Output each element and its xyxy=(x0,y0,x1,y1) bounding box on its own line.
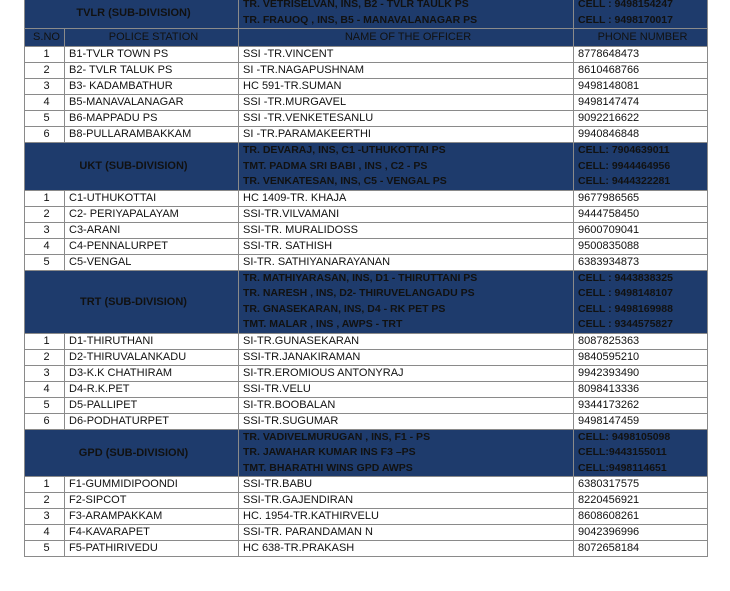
table-row xyxy=(25,238,708,254)
inspector-cell: CELL : 9443838325 xyxy=(578,271,673,284)
phone-number: 6380317575 xyxy=(574,477,708,493)
subdivision-officers xyxy=(239,429,574,477)
phone-number: 8610468766 xyxy=(574,63,708,79)
inspector-cell: CELL:9443155011 xyxy=(578,446,667,458)
phone-number: 9498148081 xyxy=(574,79,708,95)
station-header: POLICE STATION xyxy=(65,29,239,47)
table-row xyxy=(25,525,708,541)
table-row xyxy=(25,413,708,429)
officer-name: SI-TR. SATHIYANARAYANAN xyxy=(239,254,574,270)
inspector-line: TR. DEVARAJ, INS, C1 -UTHUKOTTAI PS xyxy=(243,144,446,156)
serial-number: 2 xyxy=(25,63,65,79)
subdivision-cells xyxy=(574,143,708,191)
phone-number: 8778648473 xyxy=(574,47,708,63)
police-station: F2-SIPCOT xyxy=(65,493,239,509)
table-row xyxy=(25,127,708,143)
police-station: D3-K.K CHATHIRAM xyxy=(65,365,239,381)
serial-number: 4 xyxy=(25,525,65,541)
table-row xyxy=(25,397,708,413)
inspector-cell: CELL:9498114651 xyxy=(578,461,667,474)
inspector-cell: CELL: 9498105098 xyxy=(578,430,671,443)
subdivision-header-row xyxy=(25,270,708,333)
police-station: D1-THIRUTHANI xyxy=(65,333,239,349)
officer-name: SSI-TR. PARANDAMAN N xyxy=(239,525,574,541)
police-station: B8-PULLARAMBAKKAM xyxy=(65,127,239,143)
police-station: C3-ARANI xyxy=(65,222,239,238)
table-row xyxy=(25,477,708,493)
officer-name: SI -TR.NAGAPUSHNAM xyxy=(239,63,574,79)
phone-number: 9942393490 xyxy=(574,365,708,381)
phone-number: 9940846848 xyxy=(574,127,708,143)
officer-name: HC. 1954-TR.KATHIRVELU xyxy=(239,509,574,525)
serial-number: 4 xyxy=(25,238,65,254)
table-row xyxy=(25,493,708,509)
inspector-line: TR. NARESH , INS, D2- THIRUVELANGADU PS xyxy=(243,287,475,299)
serial-number: 5 xyxy=(25,541,65,557)
officer-name: SSI-TR.BABU xyxy=(239,477,574,493)
inspector-line: TR. MATHIYARASAN, INS, D1 - THIRUTTANI PS xyxy=(243,271,478,284)
officer-name: SSI-TR.GAJENDIRAN xyxy=(239,493,574,509)
police-station: C2- PERIYAPALAYAM xyxy=(65,206,239,222)
serial-number: 1 xyxy=(25,477,65,493)
table-row xyxy=(25,95,708,111)
serial-number: 4 xyxy=(25,95,65,111)
police-station: B2- TVLR TALUK PS xyxy=(65,63,239,79)
officer-name: SSI -TR.VINCENT xyxy=(239,47,574,63)
table-row xyxy=(25,190,708,206)
officer-name: SSI-TR.VELU xyxy=(239,381,574,397)
phone-number: 8087825363 xyxy=(574,333,708,349)
table-row xyxy=(25,111,708,127)
police-station: B1-TVLR TOWN PS xyxy=(65,47,239,63)
table-row xyxy=(25,254,708,270)
subdivision-cells xyxy=(574,0,708,29)
phone-number: 9840595210 xyxy=(574,349,708,365)
phone-header: PHONE NUMBER xyxy=(574,29,708,47)
subdivision-officers xyxy=(239,143,574,191)
subdivision-header-row xyxy=(25,0,708,29)
police-station: D2-THIRUVALANKADU xyxy=(65,349,239,365)
police-station: D5-PALLIPET xyxy=(65,397,239,413)
sno-header: S.NO xyxy=(25,29,65,47)
serial-number: 1 xyxy=(25,333,65,349)
table-row xyxy=(25,63,708,79)
inspector-cell: CELL : 9498148107 xyxy=(578,287,673,299)
phone-number: 9498147459 xyxy=(574,413,708,429)
serial-number: 5 xyxy=(25,397,65,413)
subdivision-cells xyxy=(574,270,708,333)
inspector-line: TMT. MALAR , INS , AWPS - TRT xyxy=(243,318,403,330)
table-body xyxy=(25,0,708,557)
phone-number: 6383934873 xyxy=(574,254,708,270)
officer-name: SSI -TR.VENKETESANLU xyxy=(239,111,574,127)
table-row xyxy=(25,206,708,222)
inspector-line: TR. VENKATESAN, INS, C5 - VENGAL PS xyxy=(243,175,447,187)
table-row xyxy=(25,79,708,95)
serial-number: 3 xyxy=(25,222,65,238)
serial-number: 1 xyxy=(25,190,65,206)
inspector-cell: CELL : 9498154247 xyxy=(578,0,673,10)
officer-name: SSI-TR. MURALIDOSS xyxy=(239,222,574,238)
serial-number: 2 xyxy=(25,493,65,509)
officer-name: SSI-TR.SUGUMAR xyxy=(239,413,574,429)
officer-name: SSI-TR.JANAKIRAMAN xyxy=(239,349,574,365)
inspector-line: TR. VETRISELVAN, INS, B2 - TVLR TAULK PS xyxy=(243,0,469,10)
subdivision-title: GPD (SUB-DIVISION) xyxy=(25,429,239,477)
officer-header: NAME OF THE OFFICER xyxy=(239,29,574,47)
officer-name: HC 591-TR.SUMAN xyxy=(239,79,574,95)
phone-number: 9677986565 xyxy=(574,190,708,206)
inspector-line: TR. FRAUOQ , INS, B5 - MANAVALANAGAR PS xyxy=(243,13,478,26)
phone-number: 9092216622 xyxy=(574,111,708,127)
officer-contact-table xyxy=(24,0,708,557)
table-row xyxy=(25,509,708,525)
officer-name: SI-TR.GUNASEKARAN xyxy=(239,333,574,349)
police-station: F3-ARAMPAKKAM xyxy=(65,509,239,525)
serial-number: 5 xyxy=(25,111,65,127)
officer-name: SI-TR.BOOBALAN xyxy=(239,397,574,413)
table-row xyxy=(25,47,708,63)
inspector-line: TMT. PADMA SRI BABI , INS , C2 - PS xyxy=(243,159,428,172)
police-station: F4-KAVARAPET xyxy=(65,525,239,541)
phone-number: 8098413336 xyxy=(574,381,708,397)
inspector-line: TMT. BHARATHI WINS GPD AWPS xyxy=(243,461,413,474)
officer-name: HC 1409-TR. KHAJA xyxy=(239,190,574,206)
table-row xyxy=(25,381,708,397)
phone-number: 8608608261 xyxy=(574,509,708,525)
phone-number: 9042396996 xyxy=(574,525,708,541)
serial-number: 6 xyxy=(25,413,65,429)
table-row xyxy=(25,222,708,238)
phone-number: 9498147474 xyxy=(574,95,708,111)
police-station: B6-MAPPADU PS xyxy=(65,111,239,127)
table-row xyxy=(25,365,708,381)
table-row xyxy=(25,349,708,365)
serial-number: 2 xyxy=(25,206,65,222)
serial-number: 5 xyxy=(25,254,65,270)
column-header-row xyxy=(25,29,708,47)
serial-number: 4 xyxy=(25,381,65,397)
inspector-cell: CELL : 9498169988 xyxy=(578,302,673,315)
phone-number: 9344173262 xyxy=(574,397,708,413)
subdivision-title: TVLR (SUB-DIVISION) xyxy=(25,0,239,29)
officer-name: HC 638-TR.PRAKASH xyxy=(239,541,574,557)
inspector-cell: CELL: 9944464956 xyxy=(578,159,671,172)
table-row xyxy=(25,333,708,349)
phone-number: 8072658184 xyxy=(574,541,708,557)
inspector-cell: CELL : 9344575827 xyxy=(578,318,673,330)
inspector-line: TR. VADIVELMURUGAN , INS, F1 - PS xyxy=(243,430,431,443)
police-station: C4-PENNALURPET xyxy=(65,238,239,254)
inspector-cell: CELL: 7904639011 xyxy=(578,144,670,156)
inspector-cell: CELL: 9444322281 xyxy=(578,175,671,187)
serial-number: 3 xyxy=(25,365,65,381)
subdivision-cells xyxy=(574,429,708,477)
police-station: B3- KADAMBATHUR xyxy=(65,79,239,95)
officer-name: SSI -TR.MURGAVEL xyxy=(239,95,574,111)
serial-number: 6 xyxy=(25,127,65,143)
inspector-line: TR. JAWAHAR KUMAR INS F3 –PS xyxy=(243,446,416,458)
phone-number: 8220456921 xyxy=(574,493,708,509)
phone-number: 9444758450 xyxy=(574,206,708,222)
table-row xyxy=(25,541,708,557)
police-station: D6-PODHATURPET xyxy=(65,413,239,429)
serial-number: 3 xyxy=(25,509,65,525)
police-station: C5-VENGAL xyxy=(65,254,239,270)
subdivision-officers xyxy=(239,0,574,29)
serial-number: 2 xyxy=(25,349,65,365)
subdivision-title: UKT (SUB-DIVISION) xyxy=(25,143,239,191)
phone-number: 9600709041 xyxy=(574,222,708,238)
serial-number: 1 xyxy=(25,47,65,63)
officer-name: SSI-TR.VILVAMANI xyxy=(239,206,574,222)
subdivision-officers xyxy=(239,270,574,333)
phone-number: 9500835088 xyxy=(574,238,708,254)
inspector-line: TR. GNASEKARAN, INS, D4 - RK PET PS xyxy=(243,302,446,315)
officer-name: SSI-TR. SATHISH xyxy=(239,238,574,254)
police-station: D4-R.K.PET xyxy=(65,381,239,397)
police-station: B5-MANAVALANAGAR xyxy=(65,95,239,111)
serial-number: 3 xyxy=(25,79,65,95)
subdivision-header-row xyxy=(25,143,708,191)
police-station: F1-GUMMIDIPOONDI xyxy=(65,477,239,493)
subdivision-title: TRT (SUB-DIVISION) xyxy=(25,270,239,333)
police-station: C1-UTHUKOTTAI xyxy=(65,190,239,206)
officer-name: SI-TR.EROMIOUS ANTONYRAJ xyxy=(239,365,574,381)
police-station: F5-PATHIRIVEDU xyxy=(65,541,239,557)
subdivision-header-row xyxy=(25,429,708,477)
inspector-cell: CELL : 9498170017 xyxy=(578,13,673,26)
officer-name: SI -TR.PARAMAKEERTHI xyxy=(239,127,574,143)
